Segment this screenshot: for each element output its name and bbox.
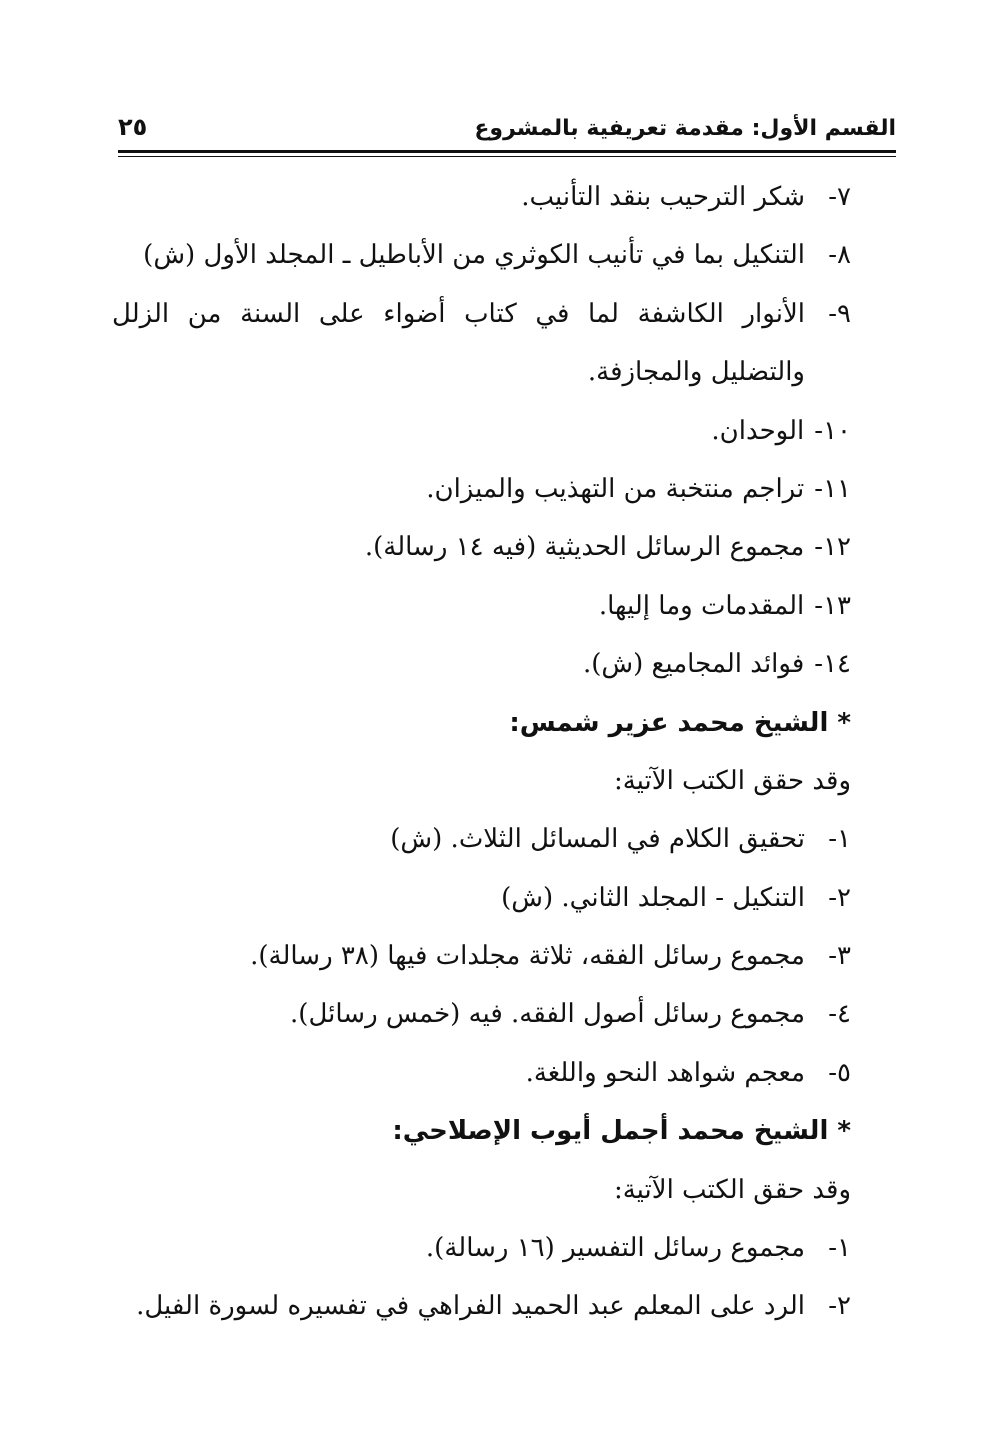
list-item-number: ٤- — [828, 999, 851, 1030]
list-item — [112, 1044, 851, 1102]
section-heading — [112, 1102, 851, 1160]
list-item-number: ٩- — [828, 298, 851, 329]
list-item-text: فوائد المجاميع (ش). — [582, 649, 805, 680]
running-title: القسم الأول: مقدمة تعريفية بالمشروع — [474, 116, 896, 141]
list-item-number: ١- — [828, 1233, 851, 1264]
page-number: ٢٥ — [118, 113, 148, 141]
list-item-number: ١٠- — [814, 415, 851, 446]
list-item-number: ٣- — [828, 941, 851, 972]
section-heading-text: * الشيخ محمد أجمل أيوب الإصلاحي: — [392, 1116, 851, 1147]
list-item-number: ٢- — [828, 1291, 851, 1322]
list-item-number: ١٤- — [814, 649, 851, 680]
list-item-text: التنكيل بما في تأنيب الكوثري من الأباطيل ـ المجلد الأول (ش) — [143, 240, 805, 271]
list-item-number: ١١- — [814, 473, 851, 504]
body-text — [112, 168, 851, 1336]
intro-line — [112, 1161, 851, 1219]
list-item-text: معجم شواهد النحو واللغة. — [525, 1057, 805, 1088]
intro-line — [112, 752, 851, 810]
section-heading — [112, 694, 851, 752]
list-item — [112, 168, 851, 226]
list-item-number: ١- — [828, 824, 851, 855]
list-item-text: مجموع رسائل الفقه، ثلاثة مجلدات فيها (٣٨ رسالة). — [250, 941, 805, 972]
list-item — [112, 226, 851, 284]
list-item-text: شكر الترحيب بنقد التأنيب. — [521, 182, 805, 212]
list-item-text: مجموع رسائل التفسير (١٦ رسالة). — [425, 1233, 805, 1264]
header-rule-thin — [118, 156, 896, 157]
list-item — [112, 927, 851, 985]
list-item-text: الرد على المعلم عبد الحميد الفراهي في تفسيره لسورة الفيل. — [136, 1291, 805, 1322]
list-item-text: المقدمات وما إليها. — [598, 590, 805, 621]
list-item-text: تراجم منتخبة من التهذيب والميزان. — [426, 473, 805, 504]
list-item-text: تحقيق الكلام في المسائل الثلاث. (ش) — [390, 824, 805, 855]
section-heading-text: * الشيخ محمد عزير شمس: — [509, 707, 851, 738]
list-item-number: ٧- — [828, 182, 851, 212]
list-item — [112, 518, 851, 576]
list-item-continuation — [112, 343, 851, 401]
list-item-number: ٨- — [828, 240, 851, 271]
list-item-number: ٥- — [828, 1057, 851, 1088]
list-item — [112, 577, 851, 635]
list-item — [112, 402, 851, 460]
page-header — [118, 112, 896, 148]
list-item — [112, 1277, 851, 1335]
list-item — [112, 1219, 851, 1277]
list-item-text: والتضليل والمجازفة. — [587, 357, 805, 388]
list-item — [112, 285, 851, 343]
list-item — [112, 460, 851, 518]
list-item — [112, 985, 851, 1043]
list-item — [112, 869, 851, 927]
intro-line-text: وقد حقق الكتب الآتية: — [613, 1174, 851, 1205]
header-rule-thick — [118, 150, 896, 153]
list-item-number: ١٣- — [814, 590, 851, 621]
list-item-text: الوحدان. — [711, 415, 805, 446]
list-item-text: الأنوار الكاشفة لما في كتاب أضواء على السنة من الزلل — [112, 298, 805, 329]
list-item-text: التنكيل - المجلد الثاني. (ش) — [501, 882, 805, 913]
intro-line-text: وقد حقق الكتب الآتية: — [613, 765, 851, 796]
list-item-number: ١٢- — [814, 532, 851, 563]
list-item-text: مجموع رسائل أصول الفقه. فيه (خمس رسائل). — [290, 999, 805, 1030]
list-item — [112, 635, 851, 693]
list-item-text: مجموع الرسائل الحديثية (فيه ١٤ رسالة). — [364, 532, 805, 563]
list-item — [112, 810, 851, 868]
list-item-number: ٢- — [828, 882, 851, 913]
